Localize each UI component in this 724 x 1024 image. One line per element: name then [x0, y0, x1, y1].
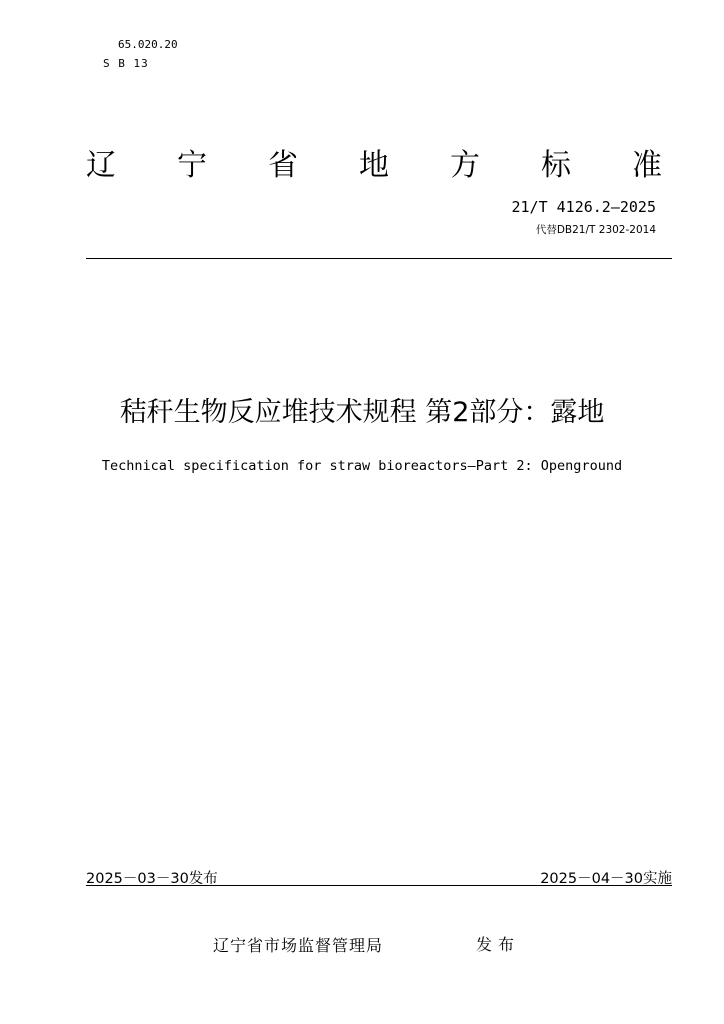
standard-type-char: 宁	[177, 148, 207, 183]
document-title-zh: 秸秆生物反应堆技术规程 第2部分：露地	[119, 397, 605, 428]
standard-type-char: 地	[359, 148, 389, 183]
standard-type-heading	[86, 140, 662, 184]
standard-type-char: 辽	[86, 148, 116, 183]
issue-label: 发布	[476, 935, 521, 954]
standard-type-char: 方	[450, 148, 480, 183]
standard-type-char: 标	[541, 148, 571, 183]
ics-code: 65.020.20	[118, 38, 178, 51]
standard-type-char: 省	[268, 148, 298, 183]
standard-type-char: 准	[632, 148, 662, 183]
publish-date: 2025－03－30发布	[86, 871, 218, 887]
issuing-authority: 辽宁省市场监督管理局	[213, 936, 384, 955]
document-title-en: Technical specification for straw bioreactors—Part 2: Openground	[101, 458, 623, 474]
ccs-code: S B 13	[103, 57, 149, 70]
top-divider	[86, 258, 672, 259]
bottom-divider	[86, 885, 672, 886]
replaces-note: 代替DB21/T 2302-2014	[535, 224, 656, 236]
implementation-date: 2025－04－30实施	[540, 871, 672, 887]
standard-number: 21/T 4126.2—2025	[511, 198, 656, 216]
